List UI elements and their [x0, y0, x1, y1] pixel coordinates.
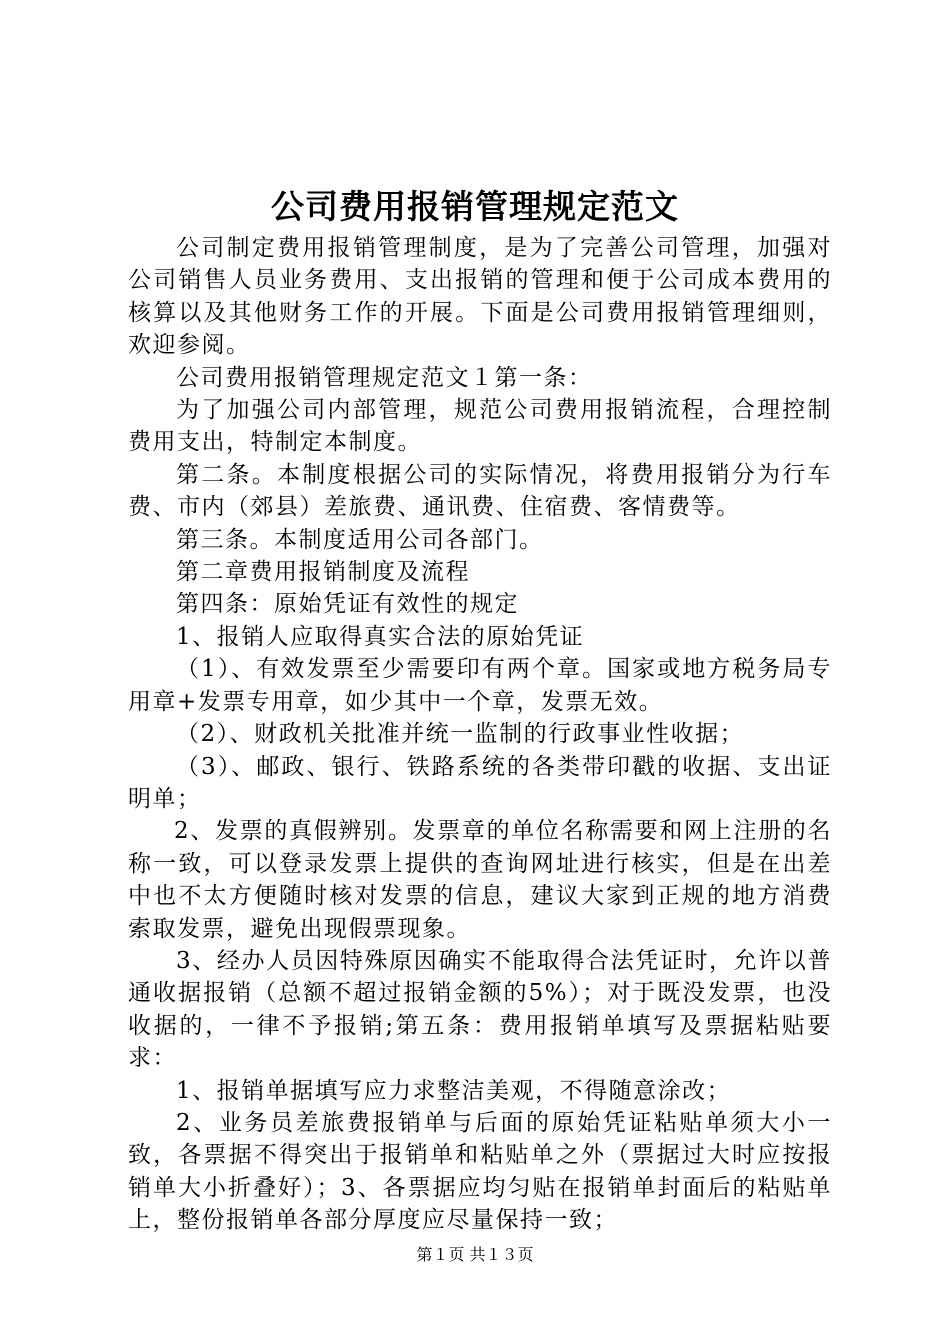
paragraph-article-1: 为了加强公司内部管理，规范公司费用报销流程，合理控制费用支出，特制定本制度。 [128, 397, 832, 456]
paragraph-article-2: 第二条。本制度根据公司的实际情况，将费用报销分为行车费、市内（郊县）差旅费、通讯费、住宿费、客情费等。 [128, 461, 832, 521]
document-body [128, 232, 832, 1237]
paragraph-fill-rule-1: 1、报销单据填写应力求整洁美观，不得随意涂改； [176, 1077, 732, 1104]
paragraph-subitem-3: （3）、邮政、银行、铁路系统的各类带印戳的收据、支出证明单； [128, 753, 832, 812]
paragraph-item-2: 2、发票的真假辨别。发票章的单位名称需要和网上注册的名称一致，可以登录发票上提供的查询网址进行核实，但是在出差中也不太方便随时核对发票的信息，建议大家到正规的地方消费索取发票，避免出现假票现象。 [128, 818, 832, 942]
page-footer: 第１页 共１３页 [416, 1245, 534, 1264]
paragraph-chapter-2: 第二章费用报销制度及流程 [176, 559, 470, 586]
paragraph-item-1: 1、报销人应取得真实合法的原始凭证 [176, 623, 585, 650]
paragraph-subitem-1: （1）、有效发票至少需要印有两个章。国家或地方税务局专用章+发票专用章，如少其中一个章，发票无效。 [128, 656, 832, 715]
paragraph-subitem-2: （2）、财政机关批准并统一监制的行政事业性收据； [176, 721, 745, 748]
document-title: 公司费用报销管理规定范文 [271, 187, 679, 226]
paragraph-article-4: 第四条：原始凭证有效性的规定 [176, 591, 519, 618]
paragraph-section-heading: 公司费用报销管理规定范文１第一条： [176, 364, 593, 391]
paragraph-article-3: 第三条。本制度适用公司各部门。 [176, 526, 544, 553]
paragraph-fill-rule-2: 2、业务员差旅费报销单与后面的原始凭证粘贴单须大小一致，各票据不得突出于报销单和粘贴单之外（票据过大时应按报销单大小折叠好）；3、各票据应均匀贴在报销单封面后的粘贴单上，整份报销单各部分厚度应尽量保持一致； [128, 1109, 832, 1234]
paragraph-item-3: 3、经办人员因特殊原因确实不能取得合法凭证时，允许以普通收据报销（总额不超过报销金额的5%）；对于既没发票，也没收据的，一律不予报销;第五条：费用报销单填写及票据粘贴要求： [128, 947, 832, 1072]
paragraph-intro: 公司制定费用报销管理制度，是为了完善公司管理，加强对公司销售人员业务费用、支出报销的管理和便于公司成本费用的核算以及其他财务工作的开展。下面是公司费用报销管理细则，欢迎参阅。 [128, 235, 832, 359]
